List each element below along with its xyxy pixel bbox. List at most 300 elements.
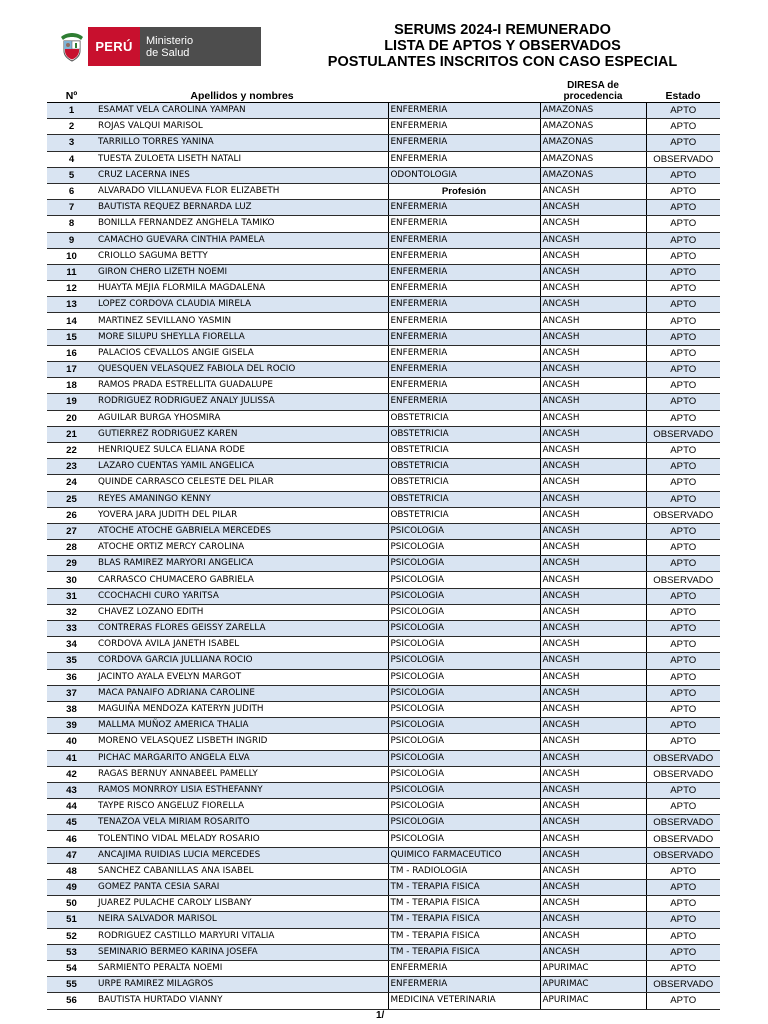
applicant-name: MACA PANAIFO ADRIANA CAROLINE	[96, 685, 388, 701]
status: APTO	[646, 183, 720, 199]
profession: PSICOLOGIA	[388, 718, 540, 734]
row-number: 29	[47, 556, 96, 572]
logo-line-2: de Salud	[146, 46, 190, 59]
status: APTO	[646, 264, 720, 280]
row-number: 50	[47, 896, 96, 912]
row-number: 11	[47, 264, 96, 280]
status: OBSERVADO	[646, 766, 720, 782]
diresa: ANCASH	[540, 329, 646, 345]
diresa: ANCASH	[540, 313, 646, 329]
table-row	[47, 540, 720, 556]
applicant-name: BAUTISTA HURTADO VIANNY	[96, 993, 388, 1009]
row-number: 43	[47, 782, 96, 798]
diresa: ANCASH	[540, 847, 646, 863]
profession: PSICOLOGIA	[388, 831, 540, 847]
logo-line-1: Ministerio	[146, 34, 194, 47]
profession: ENFERMERIA	[388, 960, 540, 976]
applicant-name: JUAREZ PULACHE CAROLY LISBANY	[96, 896, 388, 912]
profession: ENFERMERIA	[388, 362, 540, 378]
status: APTO	[646, 653, 720, 669]
profession: PSICOLOGIA	[388, 685, 540, 701]
status: OBSERVADO	[646, 750, 720, 766]
profession: Profesión	[388, 183, 540, 199]
table-row	[47, 750, 720, 766]
row-number: 2	[47, 119, 96, 135]
diresa: APURIMAC	[540, 960, 646, 976]
diresa: ANCASH	[540, 442, 646, 458]
applicant-name: MAGUIÑA MENDOZA KATERYN JUDITH	[96, 701, 388, 717]
diresa: ANCASH	[540, 621, 646, 637]
status: APTO	[646, 960, 720, 976]
profession: PSICOLOGIA	[388, 588, 540, 604]
row-number: 28	[47, 540, 96, 556]
table-row	[47, 944, 720, 960]
row-number: 10	[47, 248, 96, 264]
minsa-logo	[55, 27, 261, 66]
profession: TM - TERAPIA FISICA	[388, 944, 540, 960]
table-body	[47, 103, 720, 1010]
row-number: 47	[47, 847, 96, 863]
profession: PSICOLOGIA	[388, 750, 540, 766]
table-row	[47, 394, 720, 410]
status: OBSERVADO	[646, 507, 720, 523]
table-row	[47, 928, 720, 944]
status: APTO	[646, 637, 720, 653]
profession: OBSTETRICIA	[388, 426, 540, 442]
page-header	[0, 0, 768, 80]
applicant-name: MORE SILUPU SHEYLLA FIORELLA	[96, 329, 388, 345]
table-row	[47, 507, 720, 523]
status: APTO	[646, 281, 720, 297]
row-number: 34	[47, 637, 96, 653]
table-row	[47, 313, 720, 329]
status: APTO	[646, 200, 720, 216]
row-number: 4	[47, 151, 96, 167]
status: APTO	[646, 313, 720, 329]
status: APTO	[646, 621, 720, 637]
document-title	[300, 22, 705, 70]
applicant-name: HUAYTA MEJIA FLORMILA MAGDALENA	[96, 281, 388, 297]
diresa: ANCASH	[540, 928, 646, 944]
status: APTO	[646, 103, 720, 119]
applicant-name: ROJAS VALQUI MARISOL	[96, 119, 388, 135]
applicant-name: CONTRERAS FLORES GEISSY ZARELLA	[96, 621, 388, 637]
row-number: 19	[47, 394, 96, 410]
status: APTO	[646, 394, 720, 410]
row-number: 25	[47, 491, 96, 507]
profession: PSICOLOGIA	[388, 669, 540, 685]
row-number: 54	[47, 960, 96, 976]
status: APTO	[646, 167, 720, 183]
profession: PSICOLOGIA	[388, 523, 540, 539]
diresa: ANCASH	[540, 459, 646, 475]
profession: PSICOLOGIA	[388, 556, 540, 572]
row-number: 27	[47, 523, 96, 539]
applicant-name: CORDOVA AVILA JANETH ISABEL	[96, 637, 388, 653]
table-row	[47, 264, 720, 280]
table-row	[47, 604, 720, 620]
status: APTO	[646, 799, 720, 815]
status: APTO	[646, 944, 720, 960]
diresa: AMAZONAS	[540, 167, 646, 183]
table-row	[47, 216, 720, 232]
profession: OBSTETRICIA	[388, 507, 540, 523]
diresa: ANCASH	[540, 734, 646, 750]
diresa: ANCASH	[540, 799, 646, 815]
profession: TM - TERAPIA FISICA	[388, 896, 540, 912]
profession: ENFERMERIA	[388, 329, 540, 345]
applicant-name: TARRILLO TORRES YANINA	[96, 135, 388, 151]
applicant-name: ATOCHE ORTIZ MERCY CAROLINA	[96, 540, 388, 556]
status: APTO	[646, 701, 720, 717]
status: APTO	[646, 556, 720, 572]
applicant-name: TENAZOA VELA MIRIAM ROSARITO	[96, 815, 388, 831]
diresa: ANCASH	[540, 491, 646, 507]
diresa: AMAZONAS	[540, 119, 646, 135]
table-row	[47, 297, 720, 313]
diresa: ANCASH	[540, 248, 646, 264]
table-row	[47, 459, 720, 475]
table-row	[47, 588, 720, 604]
title-line-3: POSTULANTES INSCRITOS CON CASO ESPECIAL	[327, 54, 678, 70]
applicant-name: ANCAJIMA RUIDIAS LUCIA MERCEDES	[96, 847, 388, 863]
table-row	[47, 637, 720, 653]
row-number: 31	[47, 588, 96, 604]
table-row	[47, 362, 720, 378]
row-number: 45	[47, 815, 96, 831]
applicant-name: CAMACHO GUEVARA CINTHIA PAMELA	[96, 232, 388, 248]
row-number: 33	[47, 621, 96, 637]
table-row	[47, 669, 720, 685]
row-number: 51	[47, 912, 96, 928]
diresa: ANCASH	[540, 669, 646, 685]
profession: QUIMICO FARMACEUTICO	[388, 847, 540, 863]
table-row	[47, 831, 720, 847]
table-row	[47, 119, 720, 135]
diresa: ANCASH	[540, 766, 646, 782]
applicant-name: CHAVEZ LOZANO EDITH	[96, 604, 388, 620]
profession: ENFERMERIA	[388, 378, 540, 394]
profession: PSICOLOGIA	[388, 653, 540, 669]
row-number: 42	[47, 766, 96, 782]
diresa: ANCASH	[540, 264, 646, 280]
profession: ENFERMERIA	[388, 248, 540, 264]
table-header	[47, 80, 720, 103]
status: APTO	[646, 232, 720, 248]
diresa: ANCASH	[540, 183, 646, 199]
status: APTO	[646, 928, 720, 944]
diresa: ANCASH	[540, 944, 646, 960]
row-number: 13	[47, 297, 96, 313]
row-number: 15	[47, 329, 96, 345]
table-row	[47, 378, 720, 394]
profession: TM - TERAPIA FISICA	[388, 928, 540, 944]
applicant-name: MARTINEZ SEVILLANO YASMIN	[96, 313, 388, 329]
profession: ENFERMERIA	[388, 151, 540, 167]
row-number: 48	[47, 863, 96, 879]
status: OBSERVADO	[646, 151, 720, 167]
row-number: 17	[47, 362, 96, 378]
applicant-name: QUINDE CARRASCO CELESTE DEL PILAR	[96, 475, 388, 491]
table-row	[47, 491, 720, 507]
applicant-name: NEIRA SALVADOR MARISOL	[96, 912, 388, 928]
table-row	[47, 232, 720, 248]
profession: MEDICINA VETERINARIA	[388, 993, 540, 1009]
status: APTO	[646, 718, 720, 734]
diresa: ANCASH	[540, 653, 646, 669]
row-number: 1	[47, 103, 96, 119]
table-row	[47, 653, 720, 669]
row-number: 40	[47, 734, 96, 750]
title-line-1: SERUMS 2024-I REMUNERADO	[394, 22, 611, 38]
applicant-name: BONILLA FERNANDEZ ANGHELA TAMIKO	[96, 216, 388, 232]
profession: ENFERMERIA	[388, 135, 540, 151]
row-number: 56	[47, 993, 96, 1009]
applicant-name: SARMIENTO PERALTA NOEMI	[96, 960, 388, 976]
status: APTO	[646, 410, 720, 426]
applicant-name: SEMINARIO BERMEO KARINA JOSEFA	[96, 944, 388, 960]
table-row	[47, 847, 720, 863]
profession: PSICOLOGIA	[388, 621, 540, 637]
row-number: 35	[47, 653, 96, 669]
applicant-name: LAZARO CUENTAS YAMIL ANGELICA	[96, 459, 388, 475]
row-number: 20	[47, 410, 96, 426]
row-number: 39	[47, 718, 96, 734]
applicant-name: CORDOVA GARCIA JULLIANA ROCIO	[96, 653, 388, 669]
diresa: ANCASH	[540, 750, 646, 766]
column-header-profession	[388, 80, 540, 103]
diresa: ANCASH	[540, 540, 646, 556]
status: APTO	[646, 459, 720, 475]
row-number: 8	[47, 216, 96, 232]
table-row	[47, 281, 720, 297]
row-number: 30	[47, 572, 96, 588]
applicant-name: GOMEZ PANTA CESIA SARAI	[96, 880, 388, 896]
profession: OBSTETRICIA	[388, 491, 540, 507]
row-number: 12	[47, 281, 96, 297]
profession: TM - RADIOLOGIA	[388, 863, 540, 879]
applicant-name: REYES AMANINGO KENNY	[96, 491, 388, 507]
row-number: 14	[47, 313, 96, 329]
profession: PSICOLOGIA	[388, 604, 540, 620]
status: APTO	[646, 604, 720, 620]
status: APTO	[646, 523, 720, 539]
table-row	[47, 426, 720, 442]
table-row	[47, 701, 720, 717]
row-number: 24	[47, 475, 96, 491]
diresa: ANCASH	[540, 556, 646, 572]
row-number: 36	[47, 669, 96, 685]
status: APTO	[646, 297, 720, 313]
diresa: ANCASH	[540, 912, 646, 928]
status: APTO	[646, 475, 720, 491]
table-row	[47, 782, 720, 798]
profession: ENFERMERIA	[388, 281, 540, 297]
diresa: ANCASH	[540, 507, 646, 523]
row-number: 16	[47, 345, 96, 361]
diresa: ANCASH	[540, 281, 646, 297]
table-row	[47, 442, 720, 458]
diresa: ANCASH	[540, 815, 646, 831]
profession: ENFERMERIA	[388, 313, 540, 329]
status: OBSERVADO	[646, 831, 720, 847]
diresa: ANCASH	[540, 718, 646, 734]
table-row	[47, 912, 720, 928]
status: APTO	[646, 734, 720, 750]
column-header-diresa: DIRESA de procedencia	[540, 80, 646, 103]
row-number: 55	[47, 977, 96, 993]
profession: ODONTOLOGIA	[388, 167, 540, 183]
row-number: 23	[47, 459, 96, 475]
column-header-num: Nº	[47, 80, 96, 103]
diresa: ANCASH	[540, 701, 646, 717]
applicant-name: CRUZ LACERNA INES	[96, 167, 388, 183]
applicant-name: PICHAC MARGARITO ANGELA ELVA	[96, 750, 388, 766]
status: APTO	[646, 540, 720, 556]
applicant-name: TOLENTINO VIDAL MELADY ROSARIO	[96, 831, 388, 847]
diresa: ANCASH	[540, 410, 646, 426]
diresa: ANCASH	[540, 362, 646, 378]
row-number: 46	[47, 831, 96, 847]
diresa: AMAZONAS	[540, 151, 646, 167]
applicant-name: LOPEZ CORDOVA CLAUDIA MIRELA	[96, 297, 388, 313]
diresa: ANCASH	[540, 475, 646, 491]
status: APTO	[646, 491, 720, 507]
applicant-name: ATOCHE ATOCHE GABRIELA MERCEDES	[96, 523, 388, 539]
row-number: 22	[47, 442, 96, 458]
status: APTO	[646, 345, 720, 361]
table-row	[47, 977, 720, 993]
status: APTO	[646, 863, 720, 879]
table-row	[47, 718, 720, 734]
applicant-name: MORENO VELASQUEZ LISBETH INGRID	[96, 734, 388, 750]
table-row	[47, 993, 720, 1009]
profession: ENFERMERIA	[388, 119, 540, 135]
status: OBSERVADO	[646, 847, 720, 863]
logo-peru-label: PERÚ	[88, 27, 140, 66]
applicant-name: MALLMA MUÑOZ AMERICA THALIA	[96, 718, 388, 734]
diresa: ANCASH	[540, 588, 646, 604]
table-row	[47, 410, 720, 426]
applicant-name: RODRIGUEZ RODRIGUEZ ANALY JULISSA	[96, 394, 388, 410]
diresa: ANCASH	[540, 216, 646, 232]
table-row	[47, 475, 720, 491]
table-row	[47, 815, 720, 831]
logo-ministerio-label	[140, 27, 261, 66]
profession: ENFERMERIA	[388, 200, 540, 216]
table-row	[47, 880, 720, 896]
applicant-name: RAMOS MONRROY LISIA ESTHEFANNY	[96, 782, 388, 798]
diresa: ANCASH	[540, 782, 646, 798]
row-number: 3	[47, 135, 96, 151]
diresa: ANCASH	[540, 831, 646, 847]
profession: PSICOLOGIA	[388, 540, 540, 556]
applicant-name: ALVARADO VILLANUEVA FLOR ELIZABETH	[96, 183, 388, 199]
applicant-name: ESAMAT VELA CAROLINA YAMPAN	[96, 103, 388, 119]
profession: PSICOLOGIA	[388, 572, 540, 588]
diresa: ANCASH	[540, 880, 646, 896]
status: APTO	[646, 216, 720, 232]
diresa: ANCASH	[540, 523, 646, 539]
applicant-name: SANCHEZ CABANILLAS ANA ISABEL	[96, 863, 388, 879]
profession: ENFERMERIA	[388, 232, 540, 248]
applicant-name: QUESQUEN VELASQUEZ FABIOLA DEL ROCIO	[96, 362, 388, 378]
profession: ENFERMERIA	[388, 264, 540, 280]
profession: OBSTETRICIA	[388, 410, 540, 426]
applicant-name: HENRIQUEZ SULCA ELIANA RODE	[96, 442, 388, 458]
table-row	[47, 248, 720, 264]
applicant-name: RAGAS BERNUY ANNABEEL PAMELLY	[96, 766, 388, 782]
diresa: ANCASH	[540, 685, 646, 701]
applicant-name: TUESTA ZULOETA LISETH NATALI	[96, 151, 388, 167]
status: OBSERVADO	[646, 815, 720, 831]
diresa: ANCASH	[540, 863, 646, 879]
applicant-name: CCOCHACHI CURO YARITSA	[96, 588, 388, 604]
diresa: ANCASH	[540, 637, 646, 653]
profession: PSICOLOGIA	[388, 734, 540, 750]
profession: ENFERMERIA	[388, 977, 540, 993]
row-number: 5	[47, 167, 96, 183]
status: APTO	[646, 896, 720, 912]
diresa: ANCASH	[540, 394, 646, 410]
diresa: AMAZONAS	[540, 135, 646, 151]
row-number: 18	[47, 378, 96, 394]
row-number: 7	[47, 200, 96, 216]
diresa: ANCASH	[540, 200, 646, 216]
status: APTO	[646, 248, 720, 264]
diresa: ANCASH	[540, 297, 646, 313]
applicant-name: CARRASCO CHUMACERO GABRIELA	[96, 572, 388, 588]
applicant-name: GIRON CHERO LIZETH NOEMI	[96, 264, 388, 280]
status: APTO	[646, 685, 720, 701]
status: APTO	[646, 378, 720, 394]
applicant-name: BLAS RAMIREZ MARYORI ANGELICA	[96, 556, 388, 572]
table-row	[47, 200, 720, 216]
diresa: ANCASH	[540, 896, 646, 912]
applicant-name: GUTIERREZ RODRIGUEZ KAREN	[96, 426, 388, 442]
title-line-2: LISTA DE APTOS Y OBSERVADOS	[384, 38, 621, 54]
profession: PSICOLOGIA	[388, 637, 540, 653]
applicant-name: RAMOS PRADA ESTRELLITA GUADALUPE	[96, 378, 388, 394]
diresa: APURIMAC	[540, 993, 646, 1009]
profession: PSICOLOGIA	[388, 815, 540, 831]
profession: ENFERMERIA	[388, 297, 540, 313]
applicant-name: RODRIGUEZ CASTILLO MARYURI VITALIA	[96, 928, 388, 944]
status: APTO	[646, 135, 720, 151]
peru-coat-of-arms-icon	[55, 27, 88, 66]
applicant-name: PALACIOS CEVALLOS ANGIE GISELA	[96, 345, 388, 361]
status: APTO	[646, 329, 720, 345]
applicant-name: URPE RAMIREZ MILAGROS	[96, 977, 388, 993]
status: APTO	[646, 588, 720, 604]
column-header-estado: Estado	[646, 80, 720, 103]
status: OBSERVADO	[646, 426, 720, 442]
diresa: ANCASH	[540, 345, 646, 361]
table-row	[47, 556, 720, 572]
table-row	[47, 621, 720, 637]
status: APTO	[646, 880, 720, 896]
table-row	[47, 329, 720, 345]
profession: ENFERMERIA	[388, 216, 540, 232]
profession: OBSTETRICIA	[388, 475, 540, 491]
applicant-name: BAUTISTA REQUEZ BERNARDA LUZ	[96, 200, 388, 216]
status: OBSERVADO	[646, 977, 720, 993]
table-row	[47, 523, 720, 539]
table-row	[47, 151, 720, 167]
table-row	[47, 167, 720, 183]
row-number: 26	[47, 507, 96, 523]
table-row	[47, 960, 720, 976]
